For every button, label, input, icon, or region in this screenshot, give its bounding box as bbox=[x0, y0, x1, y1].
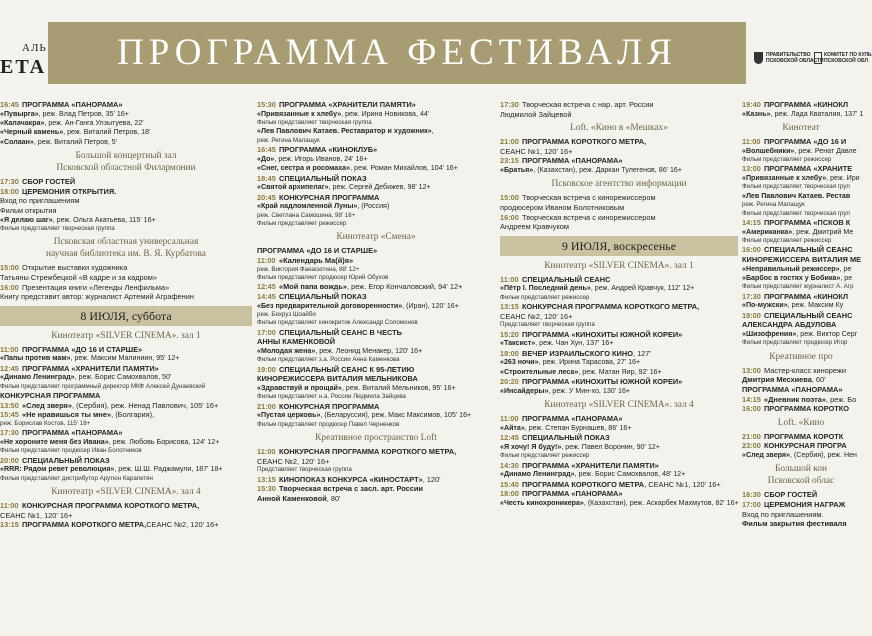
event: 19:40 ПРОГРАММА «КИНОКЛ bbox=[742, 100, 849, 109]
film-line: «Здравствуй и прощай», реж. Виталий Мельников, 95' 16+ bbox=[257, 384, 456, 393]
event-title: ПРОГРАММА «ПАНОРАМА» bbox=[742, 385, 843, 395]
film-line: «Динамо Ленинград», реж. Борис Самохвалов, 50' bbox=[0, 373, 172, 382]
film-line: «Пувырга», реж. Влад Петров, 35' 16+ bbox=[0, 109, 129, 118]
event-note: Вход по приглашениям bbox=[0, 196, 80, 206]
director-note: реж. Бехруз Шоайби bbox=[257, 311, 316, 319]
title-banner bbox=[48, 22, 746, 84]
event: 14:45 СПЕЦИАЛЬНЫЙ ПОКАЗ bbox=[257, 292, 367, 302]
film-line: «Барбос в гостях у Бобика», ре bbox=[742, 274, 853, 283]
event: 18:00 ВЕЧЕР ИЗРАИЛЬСКОГО КИНО , 127' bbox=[500, 348, 651, 358]
presenter-note: Фильм представляет режиссер bbox=[500, 293, 590, 301]
presenter-note: Фильм представляет продюсер Юрий Обухов bbox=[257, 274, 389, 282]
venue-heading: Большой кон Псковской облас bbox=[767, 464, 835, 487]
film-line: «Молодая жена», реж. Леонид Менакер, 120' 16+ bbox=[257, 347, 423, 356]
event: 16:45 ПРОГРАММА «КИНОКЛУБ» bbox=[257, 145, 378, 155]
film-line: «Айта», реж. Степан Бурнашев, 86' 16+ bbox=[500, 423, 632, 432]
event: 18:00 ЦЕРЕМОНИЯ ОТКРЫТИЯ. bbox=[0, 186, 117, 196]
event: 13:00 Мастер-класс кинорежи bbox=[742, 365, 846, 375]
film-line: «263 ночи», реж. Ирина Тарасова, 27' 16+ bbox=[500, 358, 641, 367]
event: 14:15 ПРОГРАММА «ПСКОВ К bbox=[742, 218, 851, 228]
event-note: СЕАНС №2, 120' 16+ bbox=[500, 311, 573, 321]
presenter-note: Фильм представляет творческая груп bbox=[742, 209, 850, 217]
film-line: «Не хороните меня без Ивана», реж. Любовь Борисова, 124' 12+ bbox=[0, 437, 220, 446]
film-line: «Я делаю шаг», реж. Ольга Акатьева, 115' 16+ bbox=[0, 215, 156, 224]
venue-heading: Loft. «Кино в «Мешках» bbox=[570, 123, 668, 134]
event-note: Анной Каменковой, 80' bbox=[257, 494, 341, 504]
day-heading: 8 ИЮЛЯ, суббота bbox=[0, 306, 252, 326]
event-note: продюсером Иваном Болотниковым bbox=[500, 202, 625, 212]
event: 15:00 Открытие выставки художника bbox=[0, 263, 128, 273]
event: 11:00 СПЕЦИАЛЬНЫЙ СЕАНС bbox=[500, 274, 611, 284]
event: 21:00 КОНКУРСНАЯ ПРОГРАММА bbox=[257, 401, 380, 411]
film-line: «Шизофрения», реж. Виктор Серг bbox=[742, 330, 858, 339]
film-line: «Динамо Ленинград», реж. Борис Самохвалов, 48' 12+ bbox=[500, 470, 686, 479]
presenter-note: Фильм представляет творческая группа bbox=[257, 119, 372, 126]
film-line: «След зверя», (Сербия), реж. Нен bbox=[742, 451, 857, 459]
event-note: Людмилой Зайцевой bbox=[500, 109, 572, 119]
event: 13:15 КИНОПОКАЗ КОНКУРСА «КИНОСТАРТ» , 120' bbox=[257, 474, 441, 484]
film-line: «Неправильный режиссер», ре bbox=[742, 264, 852, 273]
film-line: «Я хочу! Я буду!», реж. Павел Воронин, 90' 12+ bbox=[500, 442, 660, 451]
film-line: «По-мужски», реж. Максим Ку bbox=[742, 301, 844, 310]
event: 21:00 ПРОГРАММА КОРОТК bbox=[742, 431, 844, 441]
event: 11:00 КОНКУРСНАЯ ПРОГРАММА КОРОТКОГО МЕТРА, bbox=[0, 501, 200, 511]
presenter-note: Фильм представляет творческая группа bbox=[0, 225, 115, 232]
emblem-icon bbox=[814, 52, 822, 64]
event-note: СЕАНС №1, 120' 16+ bbox=[500, 146, 573, 156]
event: 11:00 ПРОГРАММА «ПАНОРАМА» bbox=[500, 414, 623, 424]
venue-heading: Кинотеатр «SILVER CINEMA». зал 4 bbox=[544, 400, 694, 411]
event-title: КИНОРЕЖИССЕРА ВИТАЛИЯ МЕЛЬНИКОВА bbox=[257, 374, 418, 384]
venue-heading: Большой концертный зал Псковской областной Филармонии bbox=[56, 151, 196, 174]
coat-of-arms-icon bbox=[754, 52, 763, 64]
event: 15:20 ПРОГРАММА «КИНОХИТЫ ЮЖНОЙ КОРЕИ» bbox=[500, 329, 683, 339]
film-line: «Волшебники», реж. Ренат Давле bbox=[742, 146, 857, 155]
event-note: Книгу представит автор: журналист Артемий Аграфенин bbox=[0, 292, 194, 302]
event: 13:15 ПРОГРАММА КОРОТКОГО МЕТРА, СЕАНС №2, 120' 16+ bbox=[0, 520, 219, 530]
director-note: реж. Светлана Самошина, 98' 16+ bbox=[257, 211, 356, 219]
presenter-note: Фильм представляет журналист А. Агр bbox=[742, 283, 854, 291]
event: 18:00 ПРОГРАММА «ПАНОРАМА» bbox=[500, 489, 623, 499]
event: 15:30 ПРОГРАММА «ХРАНИТЕЛИ ПАМЯТИ» bbox=[257, 100, 416, 109]
presenter-note: Фильм представляет режиссер bbox=[257, 220, 347, 228]
presenter-note: Фильм представляет режиссер bbox=[742, 156, 832, 163]
event: 15:30 Творческая встреча с засл. арт. России bbox=[257, 484, 423, 494]
event: 16:00 Творческая встреча с кинорежиссером bbox=[500, 212, 656, 222]
film-line: «Привязанные к хлебу», реж. Ири bbox=[742, 174, 860, 182]
film-line: «Святой архипелаг», реж. Сергей Дебижев, 98' 12+ bbox=[257, 183, 431, 192]
presenter-note: Фильм представляет продюсер Иван Болотников bbox=[0, 447, 142, 455]
event: 11:00 ПРОГРАММА «ДО 16 И bbox=[742, 137, 847, 146]
film-line: «Пустая церковь», (Беларуссия), реж. Макс Максимов, 105' 16+ bbox=[257, 411, 472, 420]
film-line: «Лев Павлович Катаев. Рестав bbox=[742, 191, 851, 200]
presenter-note: Фильм представляет з.а. России Анна Каменкова bbox=[257, 356, 400, 364]
film-line: «Солаан», реж. Виталий Петров, 5' bbox=[0, 137, 118, 146]
film-line: «Калачакра», реж. Ан-Ганга Улзытуева, 22' bbox=[0, 119, 144, 127]
film-line: «Строительные леса», реж. Матан Яир, 92' 16+ bbox=[500, 367, 662, 376]
event-title: Фильм закрытия фестиваля bbox=[742, 519, 847, 529]
presenter-note: Фильм представляет продюсер Игор bbox=[742, 339, 848, 347]
event: 11:00 ПРОГРАММА «ДО 16 И СТАРШЕ» bbox=[0, 344, 143, 354]
event-title: ПРОГРАММА «ДО 16 И СТАРШЕ» bbox=[257, 246, 378, 256]
event-note: Татьяны Стрежбецкой «В кадре и за кадром» bbox=[0, 273, 157, 282]
event: 14:30 ПРОГРАММА «ХРАНИТЕЛИ ПАМЯТИ» bbox=[500, 460, 659, 470]
presenter-note: Фильм представляет дистрибутор Арутюн Карапетян bbox=[0, 474, 153, 482]
event: 20:20 ПРОГРАММА «КИНОХИТЫ ЮЖНОЙ КОРЕИ» bbox=[500, 377, 683, 387]
film-line: «Казнь», реж. Лада Кваталия, 137' 1 bbox=[742, 109, 864, 118]
event: 17:00 ЦЕРЕМОНИЯ НАГРАЖ bbox=[742, 500, 846, 509]
schedule-column-1 bbox=[0, 100, 252, 636]
film-line: «Черный камень», реж. Виталий Петров, 18' bbox=[0, 128, 151, 137]
event-title: КОНКУРСНАЯ ПРОГРАММА bbox=[0, 391, 101, 401]
presenter-note: Представляет творческая группа bbox=[500, 321, 595, 329]
venue-heading: Креативное пространство Loft bbox=[315, 433, 437, 444]
event: 14:15 «Дневник поэта» , реж. Бо bbox=[742, 394, 857, 404]
event: 13:00 ПРОГРАММА «ХРАНИТЕ bbox=[742, 164, 853, 174]
venue-heading: Loft. «Кино bbox=[777, 417, 825, 428]
event-title: АННЫ КАМЕНКОВОЙ bbox=[257, 337, 336, 347]
venue-heading: Кинотеатр «Смена» bbox=[336, 232, 416, 243]
film-line: «Край надломленной Луны», (Россия) bbox=[257, 202, 390, 211]
film-line: «Лев Павлович Катаев. Реставратор и художник», bbox=[257, 127, 434, 136]
event: 12:45 «Мой папа вождь» , реж. Егор Кончаловский, 94' 12+ bbox=[257, 282, 463, 292]
event: 18:45 СПЕЦИАЛЬНЫЙ ПОКАЗ bbox=[257, 173, 367, 183]
event: 19:00 СПЕЦИАЛЬНЫЙ СЕАНС bbox=[742, 310, 853, 320]
event: 17:30 Творческая встреча с нар. арт. России bbox=[500, 100, 654, 109]
page-title: ПРОГРАММА ФЕСТИВАЛЯ bbox=[117, 32, 677, 73]
presenter-note: Фильм представляет творческая груп bbox=[742, 183, 850, 191]
schedule-column-2 bbox=[257, 100, 495, 636]
event: 17:30 СБОР ГОСТЕЙ bbox=[0, 177, 76, 187]
schedule-column-3 bbox=[500, 100, 738, 636]
presenter-note: Фильм представляет продюсер Павел Черненков bbox=[257, 420, 400, 428]
event: 23:00 КОНКУРСНАЯ ПРОГРА bbox=[742, 441, 847, 451]
logo-line-2: ЕТА bbox=[0, 56, 47, 78]
day-heading: 9 ИЮЛЯ, воскресенье bbox=[500, 236, 738, 256]
event: 19:00 СПЕЦИАЛЬНЫЙ СЕАНС К 95-ЛЕТИЮ bbox=[257, 364, 415, 374]
schedule-column-4 bbox=[742, 100, 864, 636]
venue-heading: Кинотеатр «SILVER CINEMA». зал 1 bbox=[544, 260, 694, 271]
header bbox=[0, 0, 872, 96]
event-note: Вход по приглашениям. bbox=[742, 509, 824, 519]
event: 16:45 ПРОГРАММА «ПАНОРАМА» bbox=[0, 100, 123, 109]
presenter-note: Фильм представляет режиссер bbox=[500, 452, 590, 460]
event: 12:45 СПЕЦИАЛЬНЫЙ ПОКАЗ bbox=[500, 433, 610, 443]
event-note: СЕАНС №2, 120' 16+ bbox=[257, 456, 330, 466]
gov-text: ПРАВИТЕЛЬСТВО ПСКОВСКОЙ ОБЛАСТИ bbox=[766, 52, 824, 64]
venue-heading: Кинотеат bbox=[782, 123, 820, 133]
event: 15:45 «Не нравишься ты мне» , (Болгария), bbox=[0, 410, 155, 420]
event-title: АЛЕКСАНДРА АБДУЛОВА bbox=[742, 320, 837, 330]
director-note: реж. Регина Малащук bbox=[257, 136, 320, 144]
film-line: «RRR: Рядом ревет революция», реж. Ш.Ш. Раджамули, 187' 18+ bbox=[0, 465, 223, 474]
event: 13:15 КОНКУРСНАЯ ПРОГРАММА КОРОТКОГО МЕТРА, bbox=[500, 302, 700, 312]
event: 16:00 СПЕЦИАЛЬНЫЙ СЕАНС bbox=[742, 245, 853, 255]
event-note: Дмитрия Месхиева, 60' bbox=[742, 375, 826, 385]
director-note: реж. Борислав Костов, 115' 18+ bbox=[0, 419, 91, 427]
event-note: СЕАНС №1, 120' 16+ bbox=[0, 510, 73, 520]
presenter-note: Фильм представляет режиссер bbox=[742, 237, 832, 245]
event: 17:30 ПРОГРАММА «ПАНОРАМА» bbox=[0, 428, 123, 438]
film-line: «Американка», реж. Дмитрий Ме bbox=[742, 227, 854, 236]
event: 20:45 КОНКУРСНАЯ ПРОГРАММА bbox=[257, 192, 380, 202]
event: 20:00 СПЕЦИАЛЬНЫЙ ПОКАЗ bbox=[0, 455, 110, 465]
event-note: Андреем Кравчуком bbox=[500, 222, 569, 232]
presenter-note: Фильм представляет кинокритик Александр Соломонов bbox=[257, 319, 418, 327]
presenter-note: Фильм представляет программный директор МКФ Алексей Дунаевский bbox=[0, 382, 206, 390]
film-line: «Братья», (Казахстан), реж. Даркан Тулегенов, 86' 16+ bbox=[500, 165, 682, 174]
film-line: «Привязанные к хлебу», реж. Ирина Новикова, 44' bbox=[257, 109, 430, 118]
venue-heading: Псковская областная универсальная научная библиотека им. В. Я. Курбатова bbox=[46, 237, 206, 260]
presenter-note: Фильм представляет н.а. России Людмила Зайцева bbox=[257, 393, 406, 401]
event: 17:30 ПРОГРАММА «КИНОКЛ bbox=[742, 291, 849, 301]
presenter-note: Представляет творческая группа bbox=[257, 466, 352, 474]
film-line: «Снег, сестра и росомаха», реж. Роман Михайлов, 104' 16+ bbox=[257, 164, 458, 173]
venue-heading: Псковское агентство информации bbox=[551, 179, 687, 190]
committee-text: КОМИТЕТ ПО КУЛЬ ПСКОВСКОЙ ОБЛ bbox=[824, 52, 872, 64]
film-line: «До», реж. Игорь Иванов, 24' 16+ bbox=[257, 154, 368, 163]
event: 16:00 ПРОГРАММА КОРОТКО bbox=[742, 404, 850, 414]
director-note: реж. Виктория Фанасютина, 88' 12+ bbox=[257, 265, 360, 273]
event: 23:15 ПРОГРАММА «ПАНОРАМА» bbox=[500, 156, 623, 166]
event: 11:00 «Календарь Ма(й)я» bbox=[257, 256, 354, 266]
government-logos bbox=[754, 52, 872, 68]
film-line: «Таксист», реж. Чан Хун, 137' 16+ bbox=[500, 339, 614, 348]
event: 15:00 Творческая встреча с кинорежиссером bbox=[500, 193, 656, 203]
event: 21:00 ПРОГРАММА КОРОТКОГО МЕТРА, bbox=[500, 137, 647, 147]
director-note: реж. Регина Малащук bbox=[742, 201, 805, 209]
film-line: «Инсайдеры», реж. У Мин-хо, 130' 16+ bbox=[500, 386, 631, 395]
film-line: «Папы против мам», реж. Максим Малиниин, 95' 12+ bbox=[0, 354, 180, 363]
event: 12:45 ПРОГРАММА «ХРАНИТЕЛИ ПАМЯТИ» bbox=[0, 363, 159, 373]
event: 16:00 Презентация книги «Легенды Ленфильма» bbox=[0, 282, 170, 292]
film-line: «Честь кинохроникера», (Казахстан), реж. Аскарбек Махмутов, 82' 16+ bbox=[500, 498, 739, 507]
event-title: КИНОРЕЖИССЕРА ВИТАЛИЯ МЕ bbox=[742, 255, 862, 265]
event: 16:30 СБОР ГОСТЕЙ bbox=[742, 490, 818, 500]
event: 11:00 КОНКУРСНАЯ ПРОГРАММА КОРОТКОГО МЕТРА, bbox=[257, 447, 457, 457]
event: 17:00 СПЕЦИАЛЬНЫЙ СЕАНС В ЧЕСТЬ bbox=[257, 327, 402, 337]
logo-line-1: АЛЬ bbox=[22, 42, 47, 54]
event: 13:50 «След зверя» , (Сербия), реж. Ненад Павлович, 105' 16+ bbox=[0, 400, 219, 410]
event-note: Фильм открытия bbox=[0, 206, 57, 215]
film-line: «Пётр I. Последний день», реж. Андрей Кравчук, 112' 12+ bbox=[500, 284, 695, 293]
film-line: «Без предварительной договоренности», (Иран), 120' 16+ bbox=[257, 301, 459, 310]
venue-heading: Кинотеатр «SILVER CINEMA». зал 1 bbox=[51, 330, 201, 341]
venue-heading: Креативное про bbox=[769, 351, 833, 362]
event: 15:40 ПРОГРАММА КОРОТКОГО МЕТРА , СЕАНС №1, 120' 16+ bbox=[500, 479, 721, 489]
venue-heading: Кинотеатр «SILVER CINEMA». зал 4 bbox=[51, 487, 201, 498]
